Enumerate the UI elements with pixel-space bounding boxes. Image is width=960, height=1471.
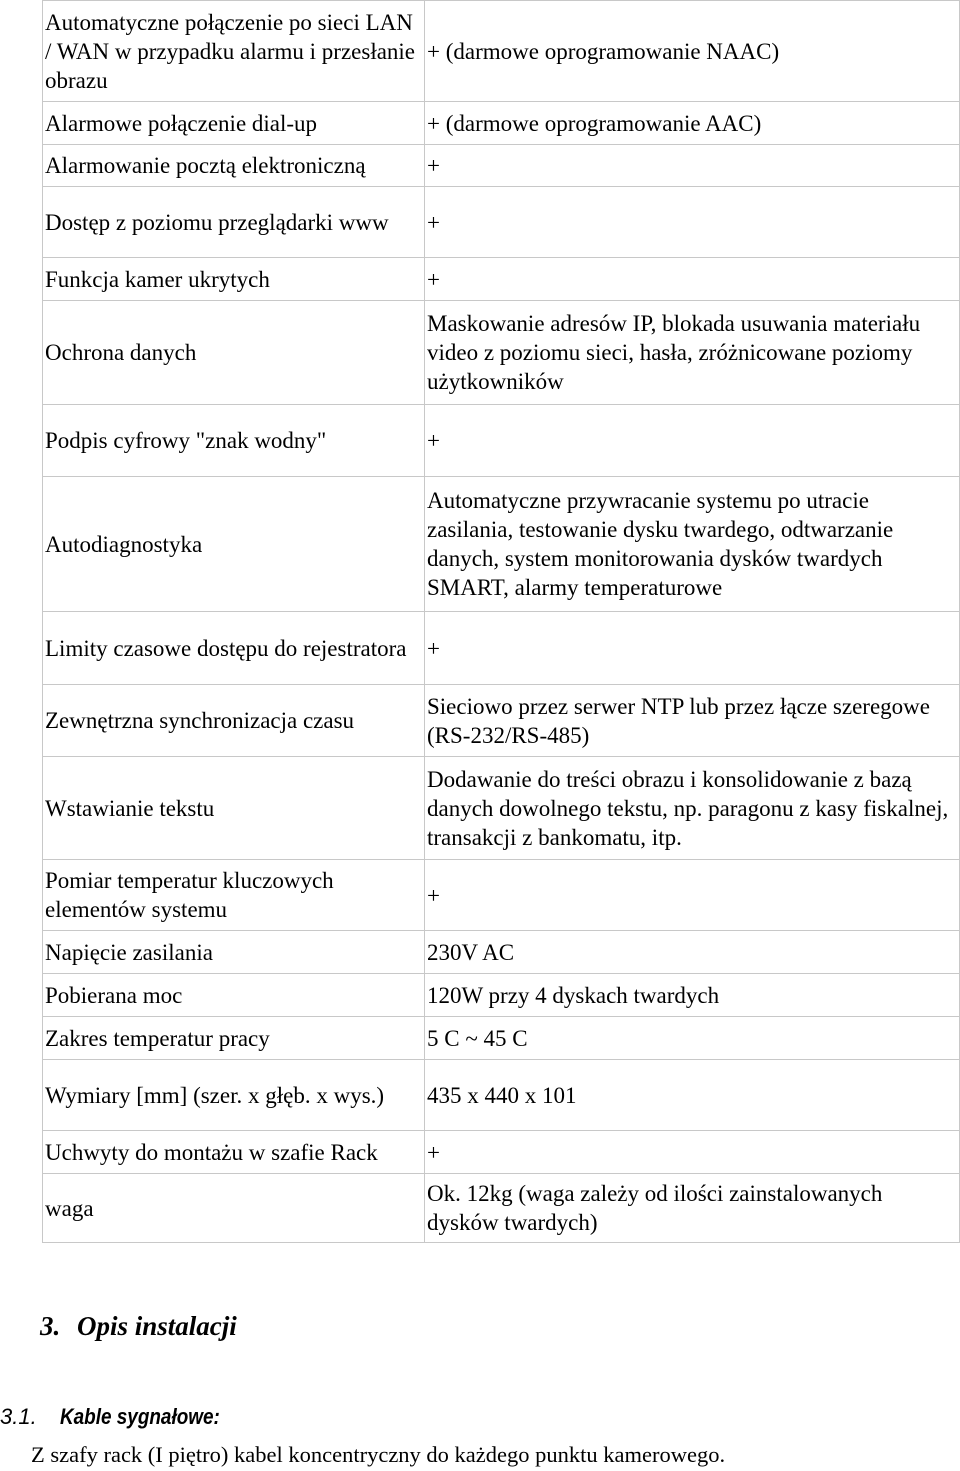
value-cell: Ok. 12kg (waga zależy od ilości zainstalowanych dysków twardych)	[425, 1174, 960, 1243]
table-row	[43, 974, 960, 1017]
section-number: 3.	[40, 1311, 61, 1341]
feature-cell: Zakres temperatur pracy	[43, 1017, 425, 1060]
value-cell: + (darmowe oprogramowanie AAC)	[425, 102, 960, 145]
feature-cell: Zewnętrzna synchronizacja czasu	[43, 685, 425, 757]
value-cell: +	[425, 612, 960, 685]
feature-cell: Pomiar temperatur kluczowych elementów systemu	[43, 860, 425, 931]
table-row	[43, 1017, 960, 1060]
table-row	[43, 145, 960, 187]
value-cell: Automatyczne przywracanie systemu po utracie zasilania, testowanie dysku twardego, odtwarzanie danych, system monitorowania dysków twardych SMART, alarmy temperaturowe	[425, 477, 960, 612]
value-cell: +	[425, 187, 960, 258]
value-cell: 5 C ~ 45 C	[425, 1017, 960, 1060]
body-paragraph: Z szafy rack (I piętro) kabel koncentryczny do każdego punktu kamerowego.	[31, 1442, 726, 1467]
table-row	[43, 1060, 960, 1131]
spec-table-body	[43, 1, 960, 1243]
value-cell: +	[425, 145, 960, 187]
table-row	[43, 405, 960, 477]
subsection-title: Kable sygnałowe:	[60, 1404, 220, 1429]
feature-cell: Autodiagnostyka	[43, 477, 425, 612]
feature-cell: Ochrona danych	[43, 301, 425, 405]
feature-cell: Alarmowe połączenie dial-up	[43, 102, 425, 145]
value-cell: +	[425, 860, 960, 931]
value-cell: + (darmowe oprogramowanie NAAC)	[425, 1, 960, 102]
value-cell: +	[425, 1131, 960, 1174]
table-row	[43, 1131, 960, 1174]
section-title: Opis instalacji	[77, 1311, 237, 1341]
feature-cell: Dostęp z poziomu przeglądarki www	[43, 187, 425, 258]
feature-cell: Automatyczne połączenie po sieci LAN / WAN w przypadku alarmu i przesłanie obrazu	[43, 1, 425, 102]
feature-cell: Alarmowanie pocztą elektroniczną	[43, 145, 425, 187]
table-row	[43, 301, 960, 405]
feature-cell: Pobierana moc	[43, 974, 425, 1017]
table-row	[43, 258, 960, 301]
section-heading	[40, 1308, 237, 1344]
table-row	[43, 1174, 960, 1243]
table-row	[43, 612, 960, 685]
value-cell: Dodawanie do treści obrazu i konsolidowanie z bazą danych dowolnego tekstu, np. paragonu z kasy fiskalnej, transakcji z bankomatu, itp.	[425, 757, 960, 860]
value-cell: Maskowanie adresów IP, blokada usuwania materiału video z poziomu sieci, hasła, zróżnicowane poziomy użytkowników	[425, 301, 960, 405]
value-cell: 435 x 440 x 101	[425, 1060, 960, 1131]
feature-cell: Funkcja kamer ukrytych	[43, 258, 425, 301]
feature-cell: Wstawianie tekstu	[43, 757, 425, 860]
table-row	[43, 102, 960, 145]
feature-cell: Wymiary [mm] (szer. x głęb. x wys.)	[43, 1060, 425, 1131]
subsection-heading	[0, 1402, 246, 1432]
table-row	[43, 931, 960, 974]
table-row	[43, 477, 960, 612]
table-row	[43, 187, 960, 258]
table-row	[43, 860, 960, 931]
feature-cell: Podpis cyfrowy "znak wodny"	[43, 405, 425, 477]
value-cell: Sieciowo przez serwer NTP lub przez łącze szeregowe (RS-232/RS-485)	[425, 685, 960, 757]
table-row	[43, 685, 960, 757]
feature-cell: Limity czasowe dostępu do rejestratora	[43, 612, 425, 685]
value-cell: +	[425, 258, 960, 301]
feature-cell: Uchwyty do montażu w szafie Rack	[43, 1131, 425, 1174]
feature-cell: Napięcie zasilania	[43, 931, 425, 974]
value-cell: 120W przy 4 dyskach twardych	[425, 974, 960, 1017]
table-row	[43, 757, 960, 860]
subsection-number: 3.1.	[0, 1404, 37, 1429]
table-row	[43, 1, 960, 102]
feature-cell: waga	[43, 1174, 425, 1243]
value-cell: 230V AC	[425, 931, 960, 974]
spec-table	[42, 0, 960, 1243]
value-cell: +	[425, 405, 960, 477]
